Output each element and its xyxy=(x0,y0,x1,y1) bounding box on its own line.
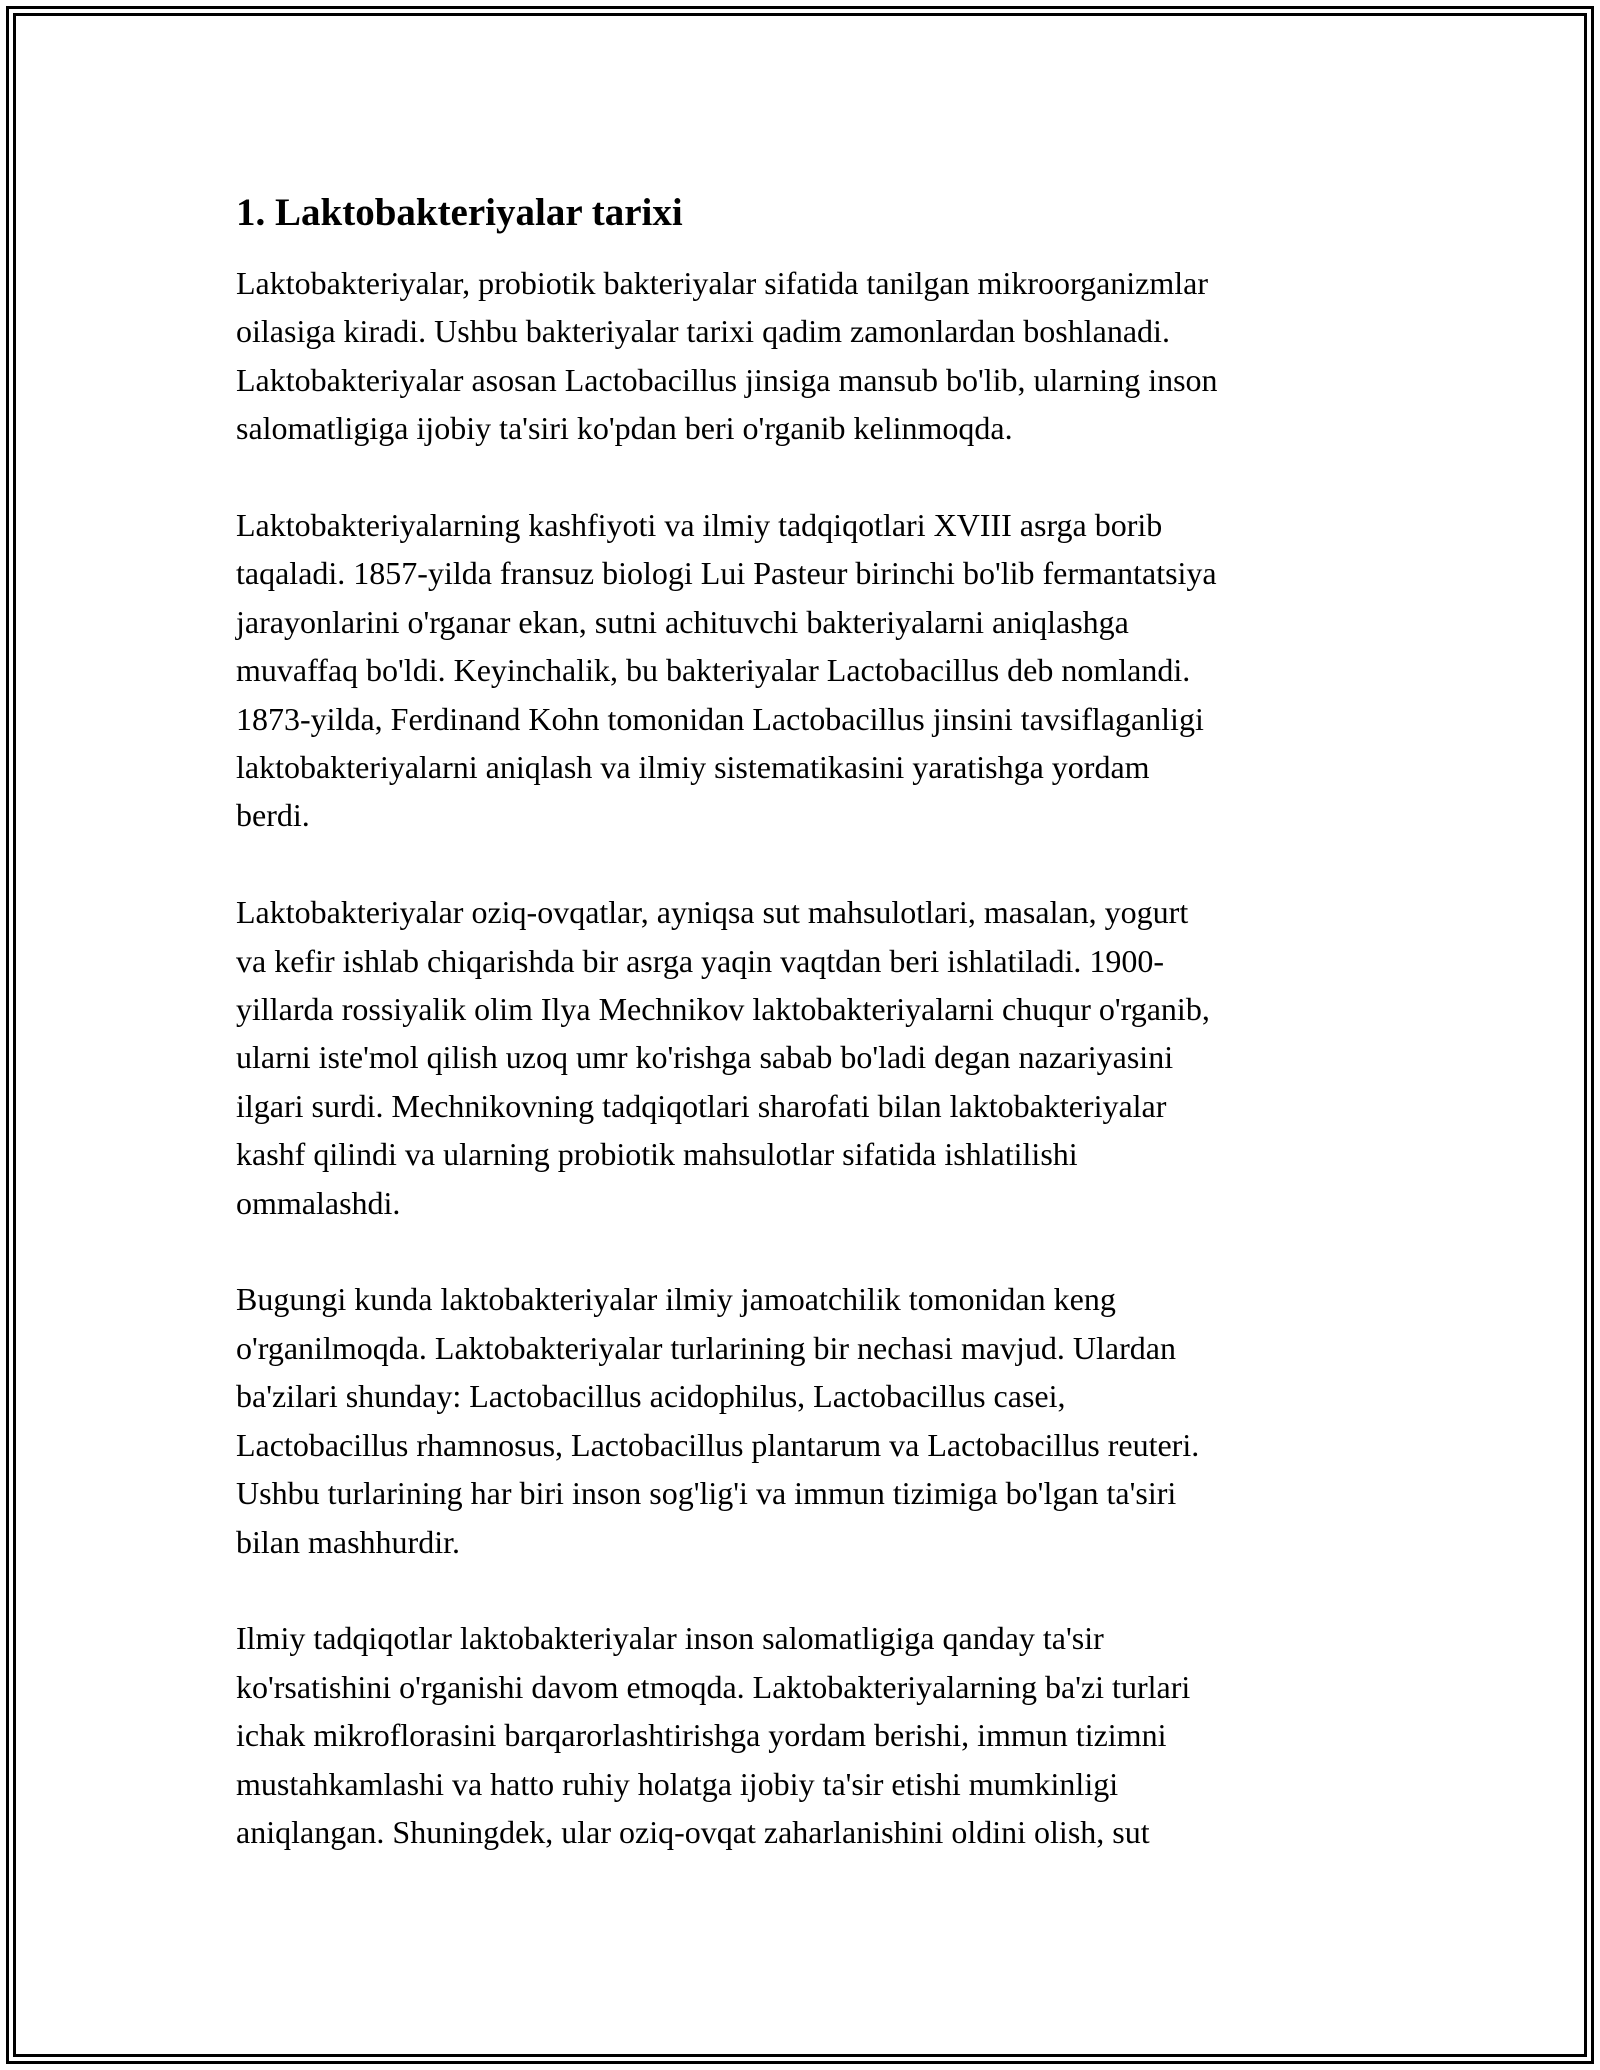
paragraph-3: Laktobakteriyalar oziq-ovqatlar, ayniqsa sut mahsulotlari, masalan, yogurt va kefir ishlab chiqarishda bir asrga yaqin vaqtdan beri ishlatiladi. 1900- yillarda rossiyalik olim Ilya Mechnikov laktobakteriyalarni chuqur o'rganib, ularni iste'mol qilish uzoq umr ko'rishga sabab bo'ladi degan nazariyasini ilgari surdi. Mechnikovning tadqiqotlari sharofati bilan laktobakteriyalar kashf qilindi va ularning probiotik mahsulotlar sifatida ishlatilishi ommalashdi. xyxy=(236,894,1210,1221)
section-title: 1. Laktobakteriyalar tarixi xyxy=(236,191,683,234)
paragraph-5: Ilmiy tadqiqotlar laktobakteriyalar inson salomatligiga qanday ta'sir ko'rsatishini o'rganishi davom etmoqda. Laktobakteriyalarning ba'zi turlari ichak mikroflorasini barqarorlashtirishga yordam berishi, immun tizimni mustahkamlashi va hatto ruhiy holatga ijobiy ta'sir etishi mumkinligi aniqlangan. Shuningdek, ular oziq-ovqat zaharlanishini oldini olish, sut xyxy=(236,1620,1191,1850)
paragraph-4: Bugungi kunda laktobakteriyalar ilmiy jamoatchilik tomonidan keng o'rganilmoqda. Laktobakteriyalar turlarining bir nechasi mavjud. Ulardan ba'zilari shunday: Lactobacillus acidophilus, Lactobacillus casei, Lactobacillus rhamnosus, Lactobacillus plantarum va Lactobacillus reuteri. Ushbu turlarining har biri inson sog'lig'i va immun tizimiga bo'lgan ta'siri bilan mashhurdir. xyxy=(236,1281,1200,1560)
document-body xyxy=(236,187,1366,1905)
paragraph-2: Laktobakteriyalarning kashfiyoti va ilmiy tadqiqotlari XVIII asrga borib taqaladi. 1857-yilda fransuz biologi Lui Pasteur birinchi bo'lib fermantatsiya jarayonlarini o'rganar ekan, sutni achituvchi bakteriyalarni aniqlashga muvaffaq bo'ldi. Keyinchalik, bu bakteriyalar Lactobacillus deb nomlandi. 1873-yilda, Ferdinand Kohn tomonidan Lactobacillus jinsini tavsiflaganligi laktobakteriyalarni aniqlash va ilmiy sistematikasini yaratishga yordam berdi. xyxy=(236,507,1217,834)
paragraph-1: Laktobakteriyalar, probiotik bakteriyalar sifatida tanilgan mikroorganizmlar oilasiga kiradi. Ushbu bakteriyalar tarixi qadim zamonlardan boshlanadi. Laktobakteriyalar asosan Lactobacillus jinsiga mansub bo'lib, ularning inson salomatligiga ijobiy ta'siri ko'pdan beri o'rganib kelinmoqda. xyxy=(236,265,1218,447)
